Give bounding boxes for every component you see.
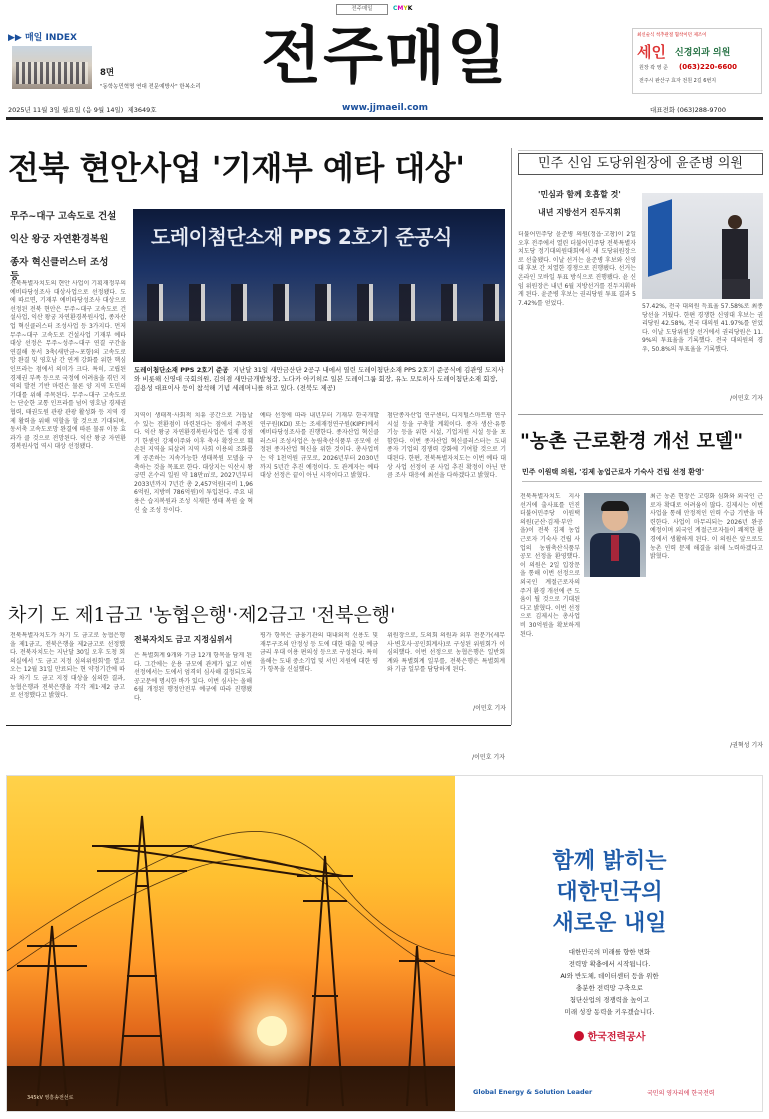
- masthead-rule: [6, 117, 763, 120]
- index-box: [8, 30, 258, 92]
- ad-body-line-1: 대한민국의 미래를 향한 변화: [568, 948, 651, 956]
- index-page: 8면: [100, 68, 115, 78]
- lead-photo-credit: (전북도 제공): [297, 384, 336, 392]
- kepco-logo-icon: [574, 1031, 584, 1041]
- top-ad-addr: 전주시 완산구 효자 전원 2길 6번지: [639, 78, 717, 84]
- second-byline: /이민호 기자: [472, 754, 505, 761]
- top-ad-phone: (063)220-6600: [679, 63, 738, 71]
- side1-sub2: 내년 지방선거 진두지휘: [538, 208, 621, 217]
- side1-photo[interactable]: [642, 193, 763, 299]
- second-headline-text[interactable]: 차기 도 제1금고 '농협은행'·제2금고 '전북은행': [8, 604, 396, 626]
- lead-sub-2: 익산 왕궁 자연환경복원: [10, 234, 109, 245]
- col-divider: [511, 148, 512, 725]
- phone-line: 대표전화 (063)288-9700: [650, 106, 726, 114]
- ad-right-logo: 국민의 영자리에 한국전력: [647, 1090, 715, 1097]
- ad-body-line-5: 첨단산업의 경쟁력을 높이고: [569, 996, 650, 1004]
- side2-rule: [518, 414, 763, 415]
- top-ad-name: 세인: [637, 43, 666, 61]
- lead-body-col4: 첨단종자산업 연구센터, 디지털스마트팜 연구 시설 등을 구축할 계획이다. 종자 생산·유통 기능 등을 위한 시설, 기업지원 시설 등을 포함한다. 이번 종자산업 혁신클러스터는 도내 종자 기업의 경쟁력 강화에 기여할 것으로 기대된다. 한편, 전북특별자치도는 이번 예타 대상 사업 선정이 곧 사업 추진 확정이 아닌 만큼 조사 대응에 최선을 다하겠다고 밝혔다.: [387, 412, 506, 480]
- lead-photo[interactable]: [133, 209, 505, 362]
- top-ad[interactable]: [632, 28, 762, 94]
- side1-headline[interactable]: 민주 신임 도당위원장에 윤준병 의원: [518, 153, 763, 175]
- top-badge: 전주매일: [336, 4, 388, 15]
- side2-photo[interactable]: [584, 493, 646, 577]
- bottom-ad[interactable]: [6, 775, 763, 1112]
- lead-headline[interactable]: 전북 현안사업 '기재부 예타 대상': [8, 149, 465, 187]
- side2-sub: 민주 이원택 의원, '김제 농업근로자 기숙사 건립 선정 환영': [522, 467, 762, 482]
- side1-sub1: '민심과 함께 호흡할 것': [538, 190, 621, 199]
- side1-byline: /이민호 기자: [730, 395, 763, 402]
- lead-sub-1: 무주~대구 고속도로 건설: [10, 211, 117, 222]
- ad-body-line-3: AI와 반도체, 데이터센터 등을 위한: [560, 972, 659, 980]
- site-url[interactable]: www.jjmaeil.com: [342, 103, 428, 113]
- side1-box: [518, 150, 763, 408]
- top-ad-extra: 원장 곽 영 준: [639, 65, 668, 71]
- side2-body-left: 전북특별자치도 지사 선거에 출사표를 던진 더불어민주당 이원택 의원(군산·김제·부안을)이 전북 김제 농업근로자 기숙사 건립 사업의 농림축산식품부 공모 선정을 환영했다. 이 의원은 2일 입장문을 통해 이번 선정으로 외국인 계절근로자의 주거 환경 개선에 큰 도움이 될 것으로 기대된다고 밝혔다. 이번 선정으로 김제시는 총사업비 30억원을 확보하게 된다.: [520, 493, 580, 638]
- ad-headline-line-2: 대한민국의: [556, 880, 663, 905]
- side2-body-right: 최근 농촌 현장은 고령화 심화와 외국인 근로자 확대로 어려움이 많다. 김제시는 이번 사업을 통해 안정적인 인력 수급 기반을 마련한다. 사업이 마무리되는 2026년 완공 예정이며 외국인 계절근로자들이 쾌적한 환경에서 생활하게 된다. 이 의원은 앞으로도 농촌 인력 문제 해결을 위해 노력하겠다고 밝혔다.: [650, 493, 763, 561]
- lead-photo-banner: 도레이첨단소재 PPS 2호기 준공식: [151, 225, 452, 249]
- lead-photo-caption-title: 도레이첨단소재 PPS 2호기 준공: [134, 366, 229, 374]
- ad-slogan: Global Energy & Solution Leader: [473, 1088, 593, 1096]
- lead-body-col2: 지역이 생태적·사회적 치유 공간으로 거듭날 수 있는 전환점이 마련된다는 점에서 주목된다. 익산 왕궁 자연환경복원사업은 일제 강점기 한센인 강제이주와 이후 축사 확장으로 훼손된 지역을 되살려 지역 사회 이용의 조화롭게 공존하는 지속가능한 생태복원 모델을 구축하는 것을 목표로 한다. 대상지는 익산시 왕궁면 온수리 일원 약 18만㎡로, 2027년부터 2033년까지 7년간 총 2,457억원(국비 1,966억원, 지방비 786억원)이 투입된다. 주요 내용은 습지복원과 조성 식재한 생태 복원 숲 혁신 숲 조성 등이다.: [134, 412, 253, 514]
- second-body-col4: 위원장으로, 도의회 의원과 외부 전문가(세무사·변호사·공인회계사)로 구성된 위원회가 이 심의했다. 이번 선정으로 농협은행은 일반회계와 특별회계 일부를, 전북은행은 특별회계와 기금 일부를 담당하게 된다.: [387, 632, 505, 674]
- ad-body-line-6: 미래 성장 동력을 키우겠습니다.: [564, 1008, 655, 1016]
- index-label: ▶▶ 매일 INDEX: [8, 33, 77, 43]
- lead-photo-caption: [134, 366, 506, 400]
- lead-subheads: [10, 208, 120, 282]
- second-body-col2: 은 특별회계 9개와 기금 12개 항목을 담게 된다. 그간에는 운용 규모에 관계가 없고 이번 선정에서는 도에서 엄격히 심사해 결정되도록 공고문에 명시한 바가 있다. 이번 심사는 올해 6월 개정된 행정안전부 예규에 따라 진행됐다.: [134, 652, 252, 702]
- side2-headline[interactable]: "농촌 근로환경 개선 모델": [520, 430, 744, 452]
- index-item[interactable]: "동학농민혁명 연대 전문예방사" 한복소리: [100, 84, 201, 90]
- side2-byline: /권혁성 기자: [730, 742, 763, 749]
- ad-headline-line-1: 함께 밝히는: [552, 849, 667, 874]
- side1-body-left: 더불어민주당 윤준병 의원(정읍·고창)이 2일 오후 전주에서 열린 더불어민주당 전북특별자치도당 정기대의원대회에서 새 도당위원장으로 선출됐다. 이날 선거는 윤준병 후보와 신영대 후보 간 치열한 경쟁으로 진행됐다. 선거는 온라인 모바일 투표 방식으로 진행됐다. 윤 신임 위원장은 내년 6월 지방선거를 진두지휘하게 된다. 윤준병 후보는 권리당원 투표 결과 57.42%를 얻었다.: [518, 231, 636, 307]
- second-sub: 전북자치도 금고 지정심위서: [134, 635, 233, 644]
- lead-body-col1: 전북특별자치도의 현안 사업이 기획재정부의 예비타당성조사 대상사업으로 선정됐다. 도에 따르면, 기재부 예비타당성조사 대상으로 선정된 전북 현안은 무주~대구 고속도로 건설사업, 익산 왕궁 자연환경복원사업, 종자산업 혁신클러스터 조성사업 등 3가지다. 먼저 무주~대구 고속도로 건설사업 기재부 예타 대상 선정은 무주~성주~대구 연결 구간을 연결해 동서 3축(새만금~포항)의 고속도로망 완결 및 영호남 간 연계 강화를 위한 핵심 인프라는 점에서 의미가 크다. 특히, 고립된 경제권 부족 등으로 국정에 어려움을 겪던 지역의 발전 기반 마련은 물론 양 지역 도민의 기대를 위해 주목된다. 무주~대구 고속도로는 단순한 교통 인프라를 넘어 영호남 경제권 협력, 태권도원 관광 관광 활성화 등 지역 경제 활력을 위해 역할을 할 것으로 기대되며, 동서축 고속도로망 완결에 따른 물류 이동 효과가 클 것으로 전망된다. 익산 왕궁 자연환경복원사업 역시 대상 선정됐다.: [10, 280, 126, 451]
- ad-towers: [7, 776, 455, 1112]
- second-body-col3: 평가 항목은 금융기관의 대내외적 신용도 및 재무구조의 안정성 등 도에 대한 대출 및 예금금리 우대 이용 편의성 등으로 구성된다. 특히 올해는 도내 중소기업 및 서민 지원에 대한 평가 항목을 신설했다.: [260, 632, 378, 674]
- top-ad-small: 최신술식 척추관절 협착이던 제조이: [637, 33, 707, 38]
- ad-headline-line-3: 새로운 내일: [552, 911, 667, 936]
- ad-photo: [7, 776, 455, 1112]
- cmyk-marks: CMYK: [393, 5, 413, 12]
- lead-photo-caption-text: 지난달 31일 새만금산단 2공구 내에서 열린 도레이첨단소재 PPS 2호기 준공식에 김관영 도지사와 비롯해 신영대 국회의원, 김의겸 새만금개발청장, 노다카 아키히로 일본 도레이그룹 회장, 유노 모토히사 도레이첨단소재 회장, 김용성 대표이사 등이 참석해 기념 세레머니를 하고 있다.: [134, 366, 504, 392]
- lead-byline: /이민호 기자: [473, 705, 506, 712]
- date-line: 2025년 11월 3일 월요일 (음 9월 14일) 제3649호: [8, 106, 157, 114]
- index-photo[interactable]: [12, 46, 92, 89]
- ad-headline: [455, 846, 763, 939]
- masthead-title[interactable]: 전주매일: [261, 19, 509, 92]
- ad-brand: 한국전력공사: [455, 1028, 763, 1043]
- lead-body-col3: 예타 선정에 따라 내년부터 기재부 한국개발연구원(KDI) 또는 조세재정연구원(KIPF)에서 예비타당성조사를 진행한다. 종자산업 혁신클러스터 조성사업은 농림축산식품부 공모에 선정된 종자산업 혁신을 위한 것이다. 총사업비는 약 1천억원 규모로, 2026년부터 2030년까지 5년간 추진 예정이다. 도 관계자는 예타 대상 선정은 끝이 아닌 시작이다고 밝혔다.: [260, 412, 379, 480]
- second-body-col1: 전북특별자치도가 차기 도 금고로 농협은행을 제1금고, 전북은행을 제2금고로 선정했다. 전북자치도는 지난달 30일 오후 도청 회의실에서 '도 금고 지정 심의위원회'를 열고 오는 12월 31일 만료되는 현 약정기간에 따라 차기 도 금고 지정 대상을 심의한 결과, 농협은행과 전북은행을 각각 제1·제2 금고로 선정했다고 밝혔다.: [10, 632, 125, 700]
- ad-body-line-4: 충분한 전력망 구축으로: [576, 984, 643, 992]
- ad-body: [455, 946, 763, 1018]
- lead-sub-3: 종자 혁신클러스터 조성 등: [10, 257, 109, 282]
- index-arrow-icon: ▶▶: [8, 33, 22, 43]
- ad-tower-label: 345kV 영흥송전선로: [27, 1095, 74, 1101]
- ad-body-line-2: 전력망 확충에서 시작됩니다.: [568, 960, 651, 968]
- top-ad-name-sub: 신경외과 의원: [675, 48, 731, 58]
- side1-body-right: 57.42%, 전국 대의원 득표율 57.58%로 최종 당선을 거뒀다. 한편 경쟁한 신영대 후보는 권리당원 42.58%, 전국 대의원 41.97%를 얻었다. 이날 도당위원장 선거에서 권리당원은 11.9%의 투표율을 기록했다. 전국 대의원의 경우, 50.8%의 투표율을 기록했다.: [642, 303, 763, 353]
